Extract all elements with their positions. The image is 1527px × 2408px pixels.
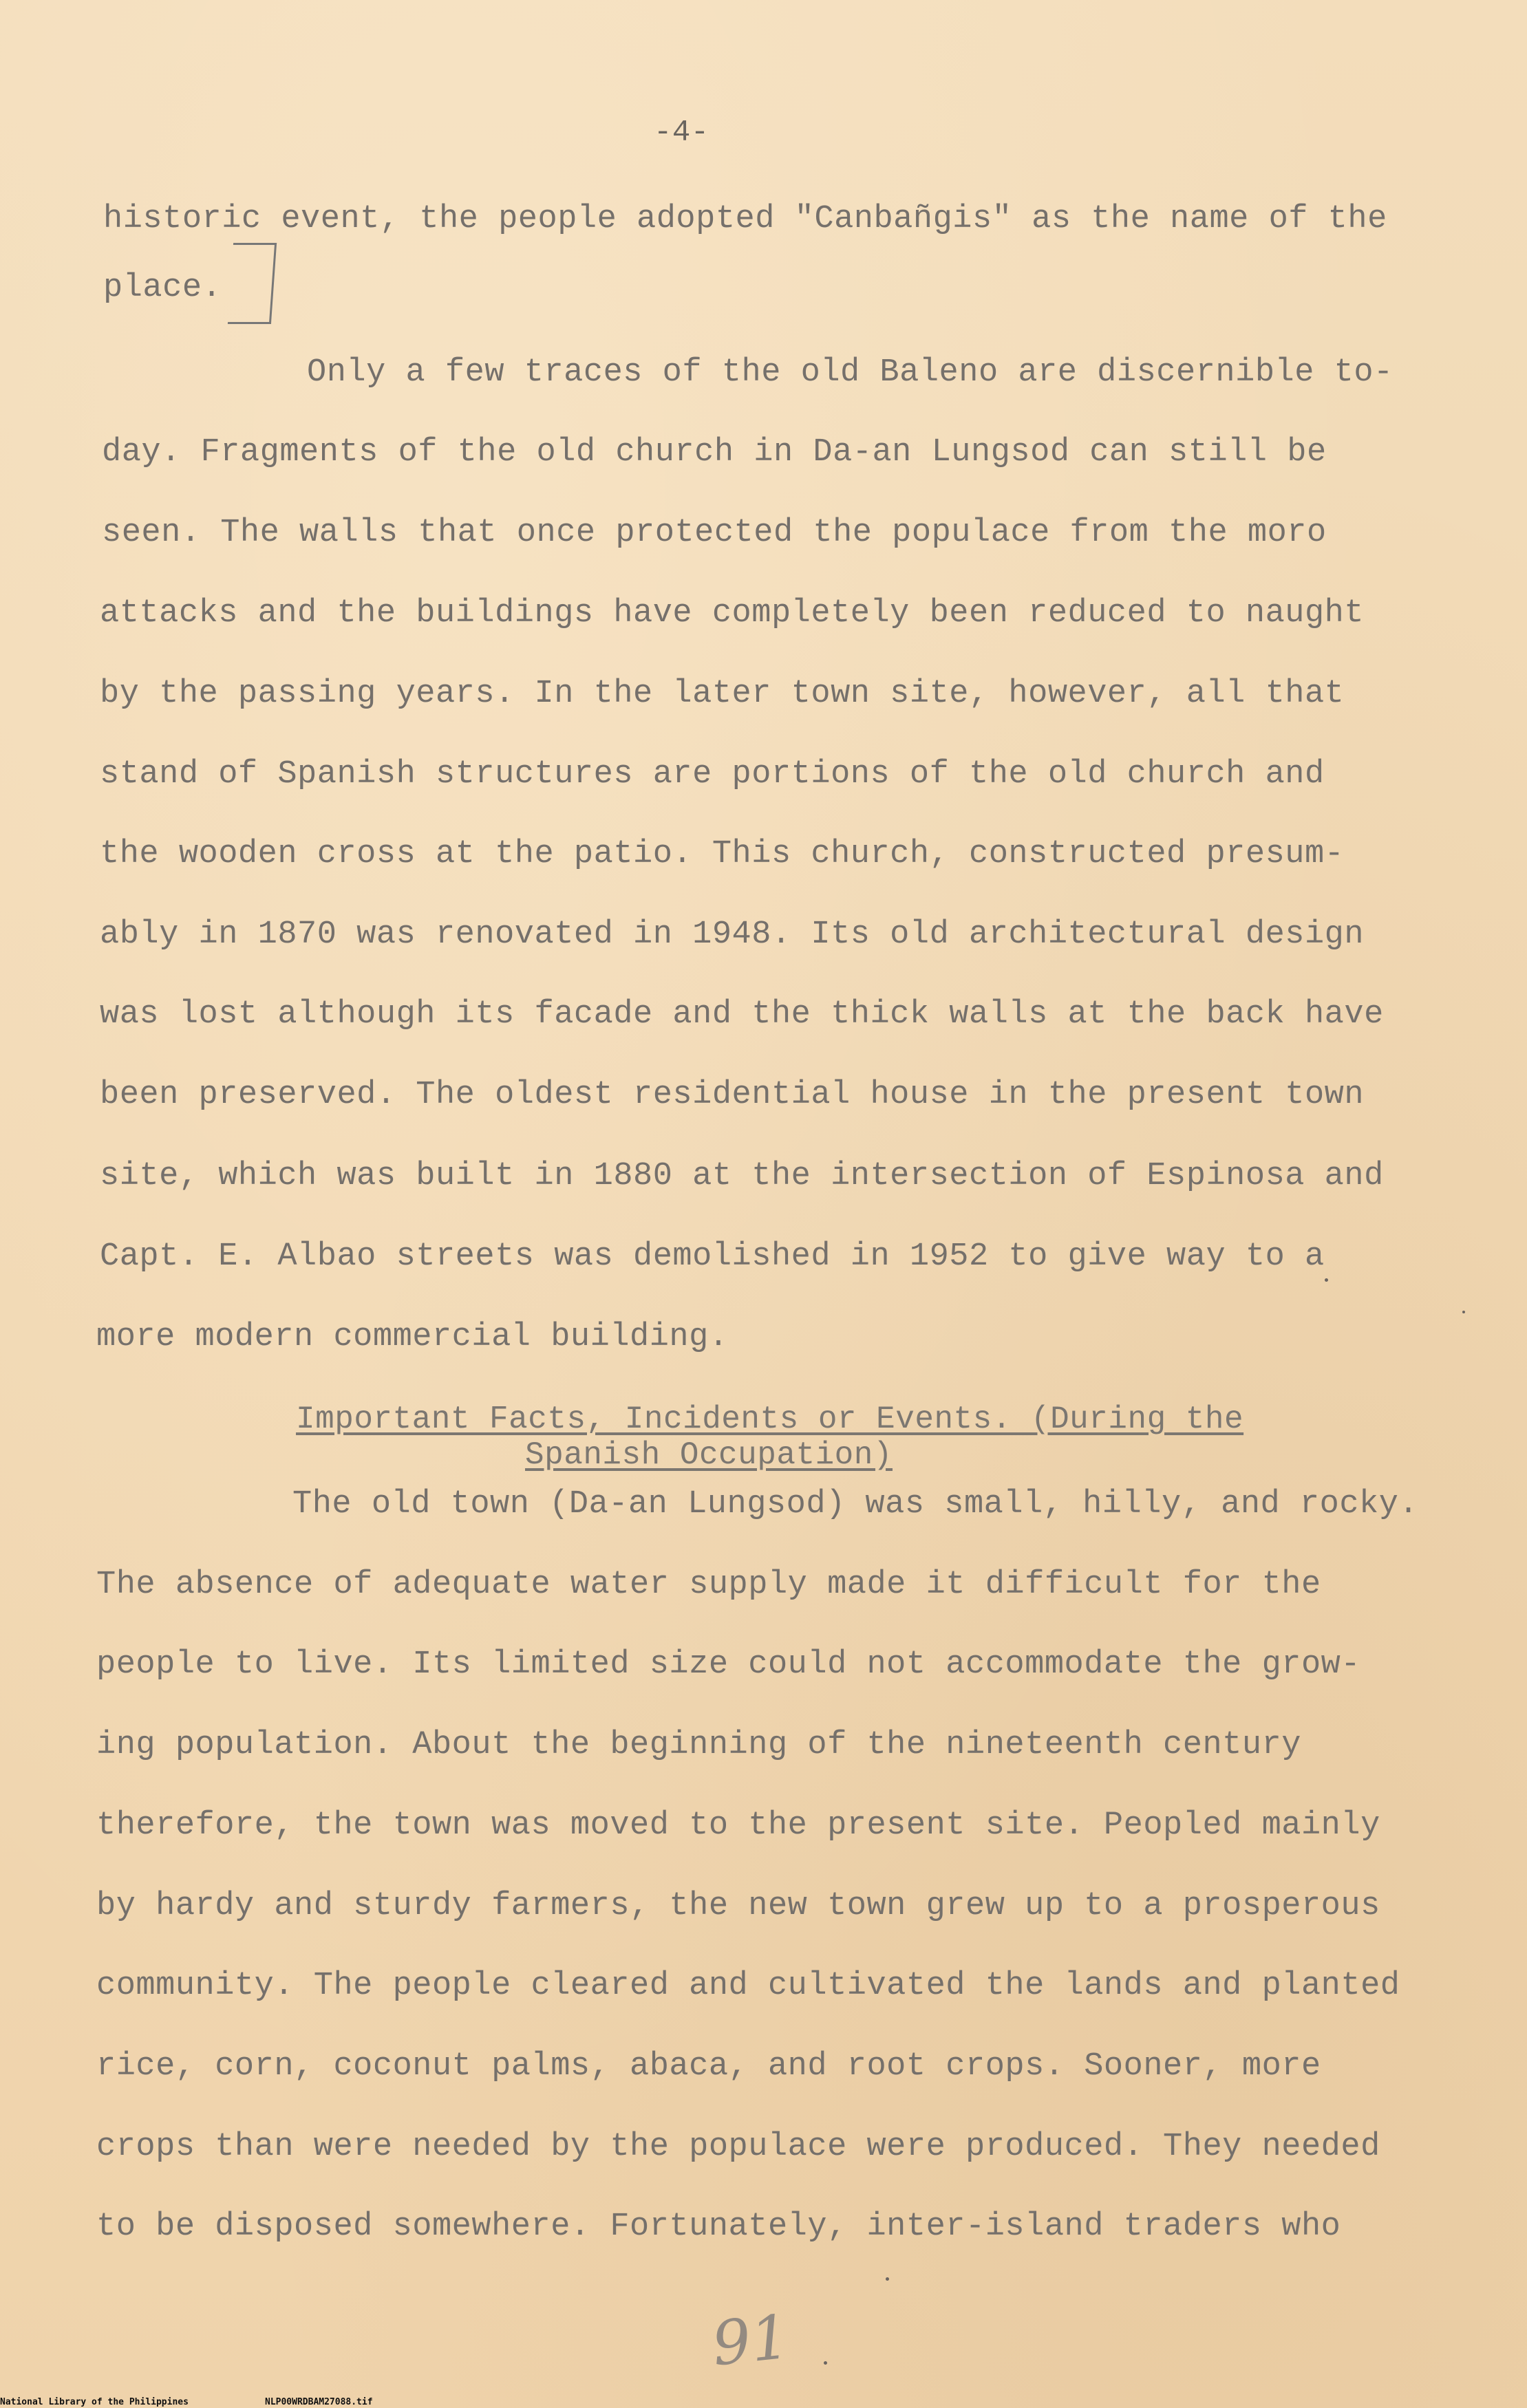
- typed-line: site, which was built in 1880 at the intersection of Espinosa and: [100, 1158, 1384, 1194]
- handwritten-page-number: 91: [708, 2301, 793, 2380]
- typed-line: attacks and the buildings have completely been reduced to naught: [100, 595, 1365, 632]
- paper-speck: [886, 2277, 889, 2281]
- bracket-mark: [228, 243, 277, 324]
- typed-line: by hardy and sturdy farmers, the new town grew up to a prosperous: [96, 1888, 1380, 1924]
- typed-line: The old town (Da-an Lungsod) was small, hilly, and rocky.: [292, 1486, 1419, 1523]
- typed-line: therefore, the town was moved to the present site. Peopled mainly: [96, 1807, 1380, 1844]
- paper-speck: [1325, 1278, 1328, 1282]
- typed-line: community. The people cleared and cultivated the lands and planted: [96, 1968, 1400, 2004]
- typed-line: Only a few traces of the old Baleno are discernible to-: [307, 354, 1393, 391]
- paper-speck: [824, 2361, 827, 2365]
- typed-line: crops than were needed by the populace were produced. They needed: [96, 2129, 1380, 2165]
- typed-line: stand of Spanish structures are portions of the old church and: [100, 756, 1325, 793]
- typed-line: The absence of adequate water supply made it difficult for the: [96, 1567, 1321, 1603]
- typed-line: rice, corn, coconut palms, abaca, and root crops. Sooner, more: [96, 2048, 1321, 2085]
- section-heading-line2: Spanish Occupation): [525, 1437, 893, 1473]
- section-heading-line1: Important Facts, Incidents or Events. (During the: [296, 1401, 1244, 1437]
- typed-line: day. Fragments of the old church in Da-an Lungsod can still be: [102, 434, 1327, 471]
- typed-line: historic event, the people adopted "Canbañgis" as the name of the: [103, 201, 1387, 237]
- paper-speck: [1462, 1311, 1465, 1313]
- typed-line: was lost although its facade and the thick walls at the back have: [100, 996, 1384, 1033]
- typed-line: seen. The walls that once protected the populace from the moro: [102, 515, 1327, 551]
- typed-line: to be disposed somewhere. Fortunately, inter-island traders who: [96, 2208, 1341, 2245]
- typed-line: more modern commercial building.: [96, 1319, 729, 1355]
- typed-line: ing population. About the beginning of the nineteenth century: [96, 1727, 1301, 1763]
- typed-line: ably in 1870 was renovated in 1948. Its old architectural design: [100, 916, 1365, 953]
- footer-file-name: NLP00WRDBAM27088.tif: [265, 2397, 373, 2407]
- typed-line: place.: [103, 270, 222, 306]
- footer-library-name: National Library of the Philippines: [0, 2397, 189, 2407]
- typed-line: by the passing years. In the later town site, however, all that: [100, 676, 1345, 712]
- section-heading: [296, 1401, 1244, 1473]
- typed-line: Capt. E. Albao streets was demolished in 1952 to give way to a: [100, 1238, 1325, 1275]
- typed-line: people to live. Its limited size could not accommodate the grow-: [96, 1646, 1361, 1683]
- typed-line: been preserved. The oldest residential house in the present town: [100, 1077, 1365, 1113]
- page-number: -4-: [654, 116, 709, 150]
- typed-line: the wooden cross at the patio. This church, constructed presum-: [100, 836, 1345, 872]
